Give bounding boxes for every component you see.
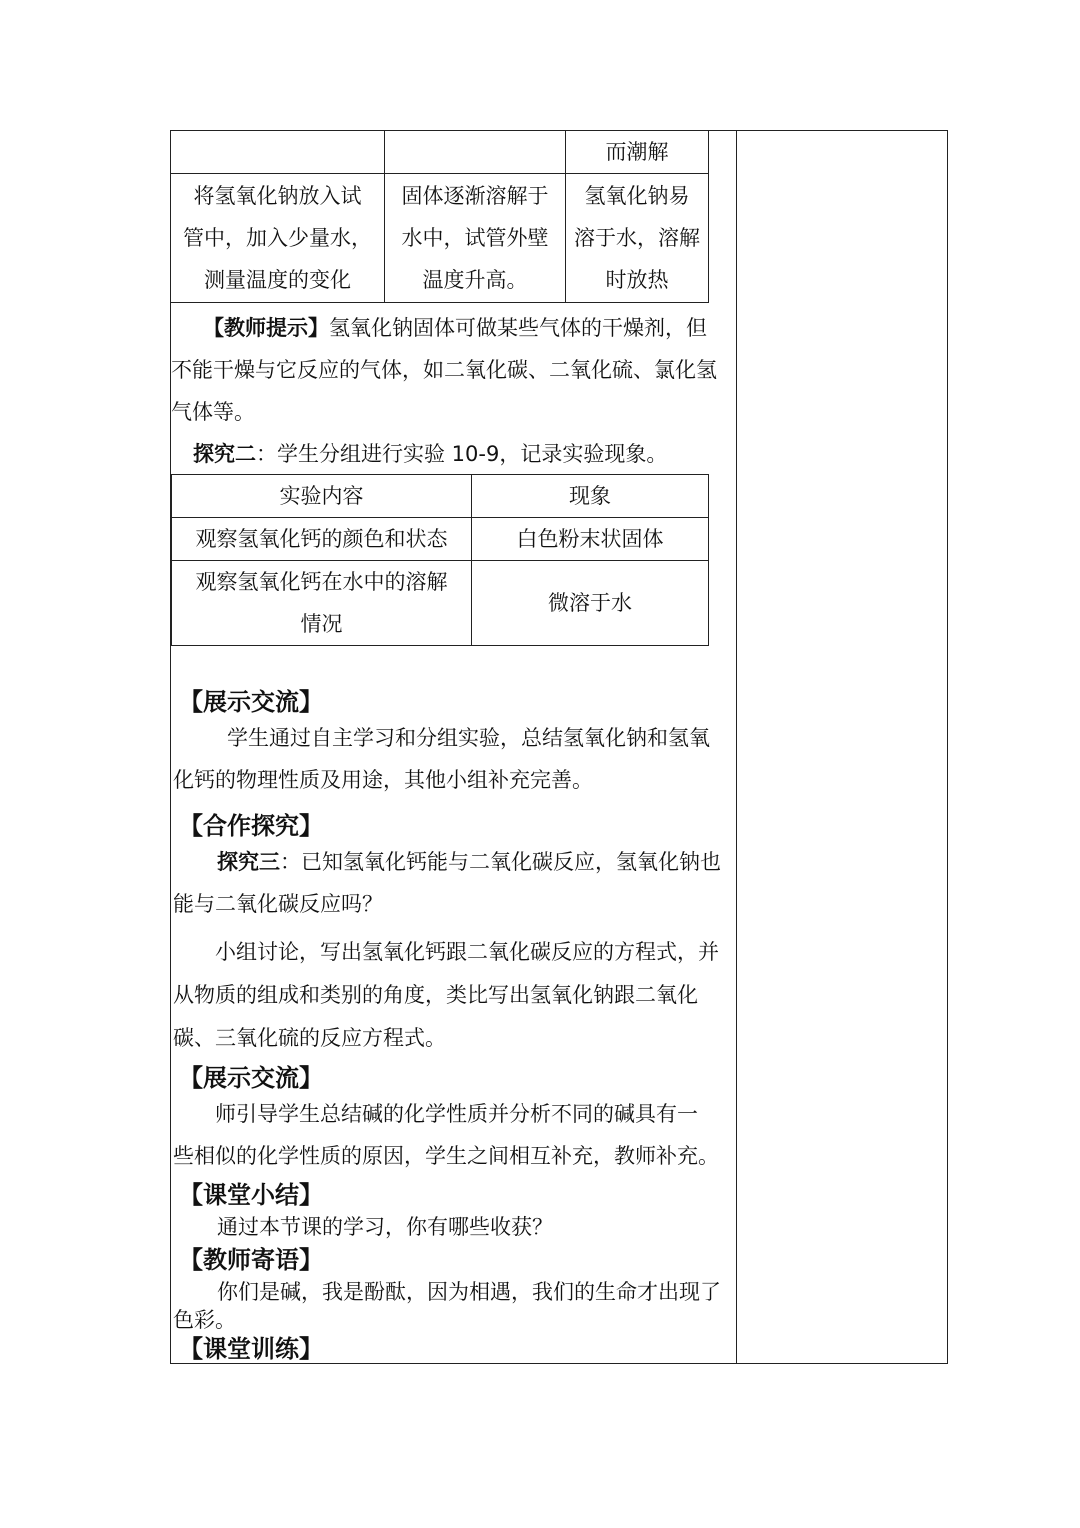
table-cell: 而潮解: [566, 131, 709, 174]
cell-line: 测量温度的变化: [204, 268, 351, 292]
section-heading: 【课堂小结】: [179, 1181, 323, 1209]
table-cell: [385, 131, 566, 174]
column-header: 现象: [472, 475, 709, 518]
paragraph-line: 能与二氧化碳反应吗？: [173, 892, 383, 916]
paragraph-line: 通过本节课的学习，你有哪些收获？: [217, 1215, 553, 1239]
table-row: [171, 174, 709, 303]
table-cell: 微溶于水: [472, 561, 709, 646]
cell-line: 水中，试管外壁: [401, 226, 549, 250]
explore-two-label: 探究二: [193, 442, 256, 466]
explore-two: [193, 433, 759, 475]
main-column: [171, 131, 736, 1363]
cell-line: 观察氢氧化钙在水中的溶解: [195, 570, 448, 594]
table-row: [172, 518, 709, 561]
cell-line: 温度升高。: [422, 268, 528, 292]
paragraph-line: 气体等。: [171, 400, 255, 424]
column-header: 实验内容: [172, 475, 472, 518]
paragraph-line: 从物质的组成和类别的角度，类比写出氢氧化钠跟二氧化: [173, 983, 698, 1007]
table-row: [171, 131, 709, 174]
paragraph-line: 化钙的物理性质及用途，其他小组补充完善。: [173, 768, 593, 792]
cell-line: 情况: [300, 612, 343, 636]
paragraph-line: 小组讨论，写出氢氧化钙跟二氧化碳反应的方程式，并: [215, 940, 719, 964]
cell-line: 将氢氧化钠放入试: [193, 184, 362, 208]
section-heading: 【教师寄语】: [179, 1246, 323, 1274]
experiment-table-caoh2: [171, 474, 709, 646]
table-cell: [385, 174, 566, 303]
cell-line: 固体逐渐溶解于: [401, 184, 549, 208]
paragraph-line: 不能干燥与它反应的气体，如二氧化碳、二氧化硫、氯化氢: [171, 358, 717, 382]
explore-three-label: 探究三: [217, 850, 280, 874]
table-cell: [171, 131, 385, 174]
section-heading: 【展示交流】: [179, 688, 323, 716]
paragraph-line: 碳、三氧化硫的反应方程式。: [173, 1026, 446, 1050]
section-heading: 【展示交流】: [179, 1064, 323, 1092]
paragraph-line: 色彩。: [173, 1308, 236, 1332]
table-cell: [172, 561, 472, 646]
paragraph-line: 学生通过自主学习和分组实验，总结氢氧化钠和氢氧: [227, 726, 710, 750]
table-cell: 白色粉末状固体: [472, 518, 709, 561]
cell-line: 溶于水，溶解: [574, 226, 700, 250]
cell-line: 时放热: [605, 268, 669, 292]
lesson-plan-frame: [170, 130, 948, 1364]
table-cell: [566, 174, 709, 303]
explore-three: [217, 840, 783, 884]
table-cell: 观察氢氧化钙的颜色和状态: [172, 518, 472, 561]
section-heading: 【课堂训练】: [179, 1335, 323, 1363]
teacher-hint-label: 【教师提示】: [203, 316, 329, 340]
paragraph-line: ：已知氢氧化钙能与二氧化碳反应，氢氧化钠也: [280, 850, 721, 874]
section-heading: 【合作探究】: [179, 812, 323, 840]
paragraph-line: 你们是碱，我是酚酞，因为相遇，我们的生命才出现了: [217, 1280, 721, 1304]
experiment-table-naoh: [171, 131, 709, 303]
table-cell: [171, 174, 385, 303]
cell-line: 氢氧化钠易: [584, 184, 690, 208]
explore-two-text: ：学生分组进行实验 10-9，记录实验现象。: [256, 442, 668, 466]
table-header-row: [172, 475, 709, 518]
paragraph-line: 师引导学生总结碱的化学性质并分析不同的碱具有一: [215, 1102, 698, 1126]
paragraph-line: 些相似的化学性质的原因，学生之间相互补充，教师补充。: [173, 1144, 719, 1168]
teacher-hint: [171, 307, 737, 349]
paragraph-line: 氢氧化钠固体可做某些气体的干燥剂，但: [329, 316, 707, 340]
table-row: [172, 561, 709, 646]
cell-line: 管中，加入少量水，: [183, 226, 372, 250]
